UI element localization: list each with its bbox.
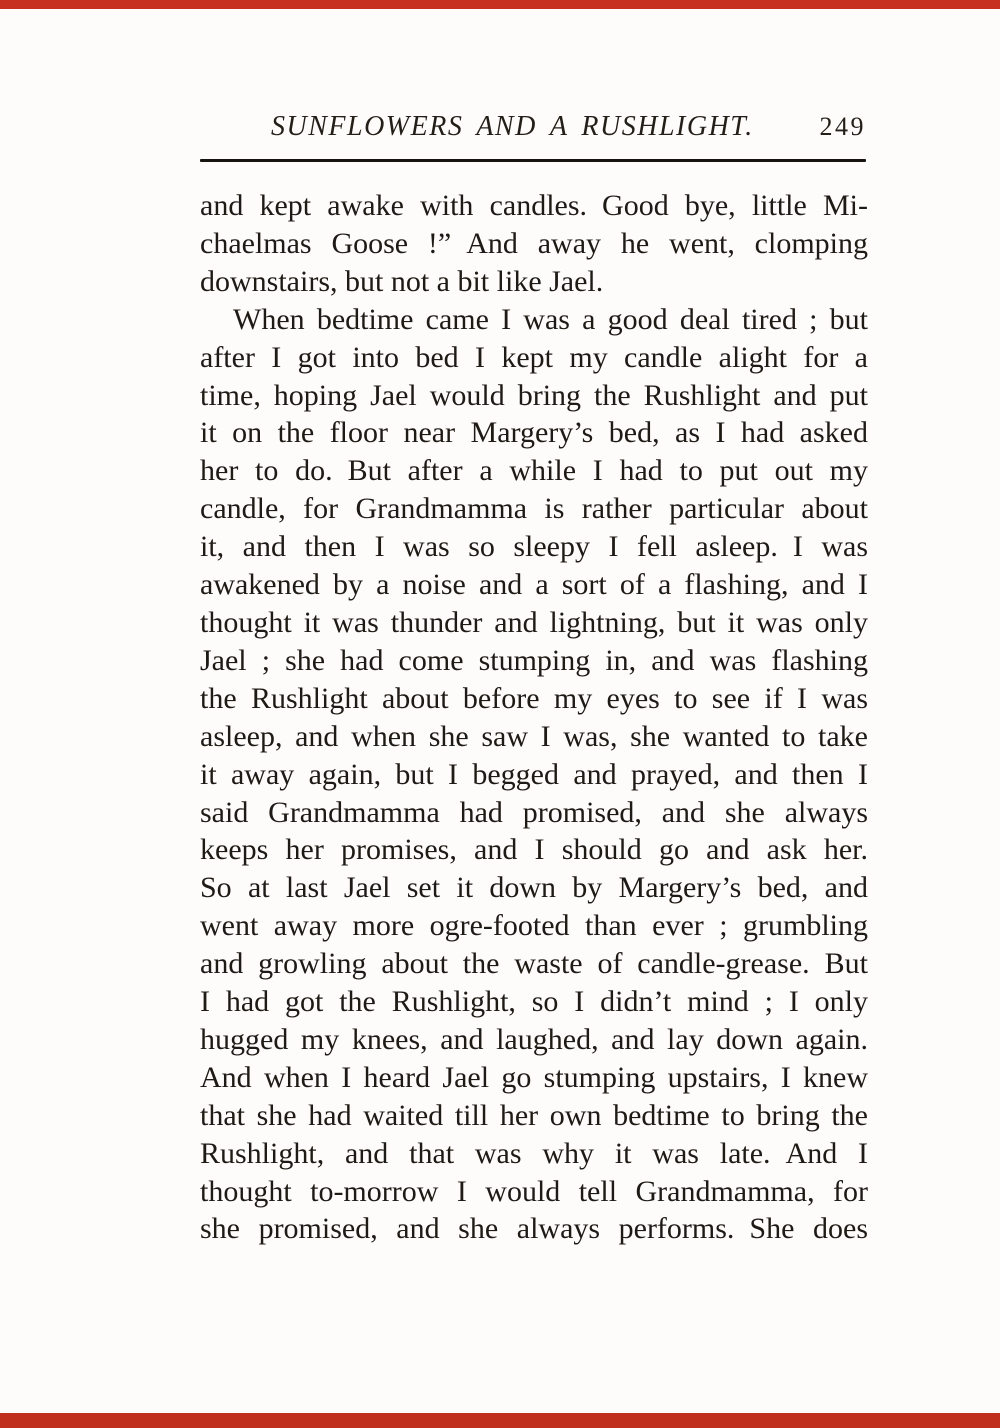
- text-line: after I got into bed I kept my candle alight for a: [200, 340, 868, 374]
- text-line: and kept awake with candles. Good bye, little Mi-: [200, 189, 868, 222]
- text-line: hugged my knees, and laughed, and lay down again.: [200, 1022, 868, 1056]
- text-line: and growling about the waste of candle-grease. But: [200, 947, 868, 981]
- text-line: Rushlight, and that was why it was late. And I: [200, 1136, 868, 1170]
- text-line: time, hoping Jael would bring the Rushlight and put: [200, 378, 868, 412]
- text-line: thought it was thunder and lightning, but it was only: [200, 605, 868, 639]
- text-line: So at last Jael set it down by Margery’s bed, and: [200, 871, 868, 905]
- text-line: the Rushlight about before my eyes to see if I was: [200, 681, 868, 715]
- book-edge-top-bar: [0, 0, 1000, 9]
- text-line: chaelmas Goose !” And away he went, clomping: [200, 226, 868, 260]
- text-line: keeps her promises, and I should go and ask her.: [200, 833, 868, 867]
- body-text: [200, 187, 868, 1248]
- text-line: candle, for Grandmamma is rather particular about: [200, 492, 868, 526]
- text-line: I had got the Rushlight, so I didn’t mind ; I only: [200, 985, 868, 1019]
- book-edge-bottom-bar: [0, 1413, 1000, 1428]
- text-line: it away again, but I begged and prayed, and then I: [200, 757, 868, 791]
- page-number: 249: [819, 112, 866, 141]
- running-head-title: SUNFLOWERS AND A RUSHLIGHT.: [271, 111, 754, 142]
- text-line: asleep, and when she saw I was, she wanted to take: [200, 719, 868, 753]
- text-line: it on the floor near Margery’s bed, as I had asked: [200, 416, 868, 450]
- header-rule: [200, 159, 866, 162]
- text-line: that she had waited till her own bedtime to bring the: [200, 1098, 868, 1132]
- text-line: When bedtime came I was a good deal tired ; but: [233, 302, 868, 336]
- text-line: her to do. But after a while I had to put out my: [200, 454, 868, 488]
- text-line: she promised, and she always performs. She does: [200, 1212, 868, 1246]
- text-line: it, and then I was so sleepy I fell asleep. I was: [200, 530, 868, 564]
- text-line: downstairs, but not a bit like Jael.: [200, 264, 604, 298]
- text-line: said Grandmamma had promised, and she always: [200, 795, 868, 829]
- text-line: And when I heard Jael go stumping upstairs, I knew: [200, 1060, 868, 1094]
- text-line: went away more ogre-footed than ever ; grumbling: [200, 909, 868, 943]
- text-line: awakened by a noise and a sort of a flashing, and I: [200, 568, 868, 602]
- running-header: [200, 111, 866, 143]
- text-line: thought to-morrow I would tell Grandmamma, for: [200, 1174, 868, 1208]
- text-line: Jael ; she had come stumping in, and was flashing: [200, 643, 868, 677]
